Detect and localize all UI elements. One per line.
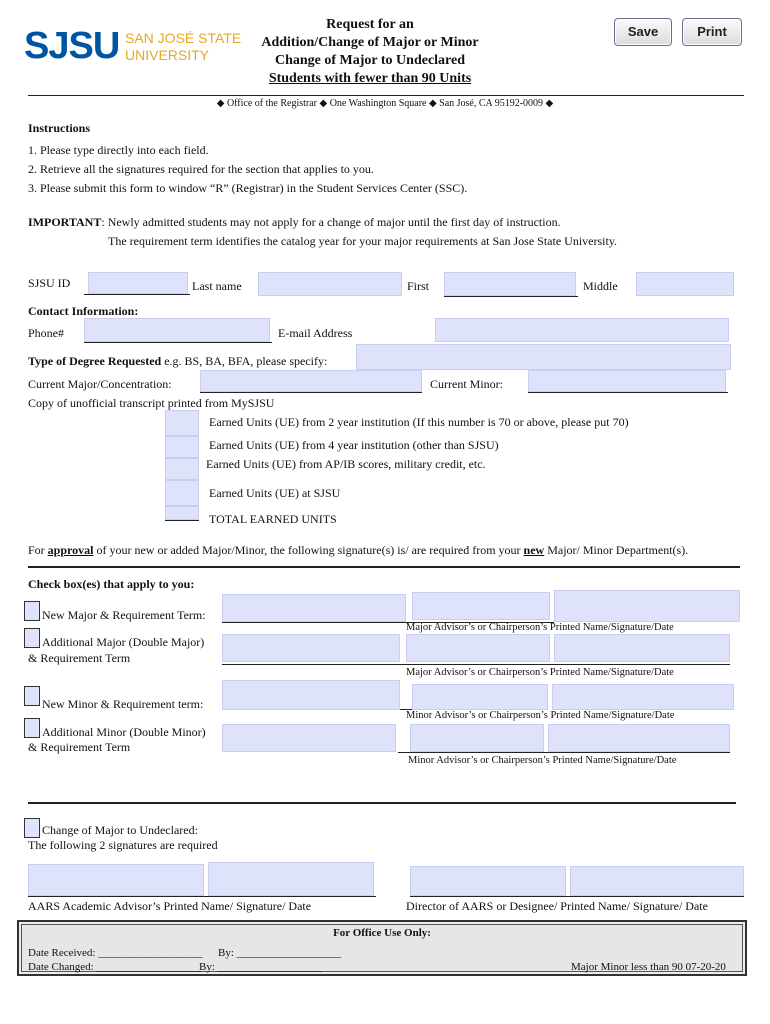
units-apib-label: Earned Units (UE) from AP/IB scores, military credit, etc. bbox=[206, 457, 486, 471]
new-major-checkbox[interactable] bbox=[24, 601, 40, 621]
print-button[interactable]: Print bbox=[682, 18, 742, 46]
first-name-underline bbox=[444, 296, 578, 297]
approval-note bbox=[28, 543, 688, 558]
add-major-label-2: & Requirement Term bbox=[28, 651, 131, 665]
new-major-label: New Major & Requirement Term: bbox=[42, 608, 206, 622]
section-rule-2 bbox=[28, 802, 736, 804]
undeclared-label: Change of Major to Undeclared: bbox=[42, 823, 198, 837]
new-minor-term-field[interactable] bbox=[222, 680, 400, 710]
aars-advisor-name[interactable] bbox=[28, 864, 204, 896]
degree-type-label bbox=[28, 354, 327, 369]
approval-new: new bbox=[523, 543, 545, 557]
registrar-address: ◆ Office of the Registrar ◆ One Washington Square ◆ San José, CA 95192-0009 ◆ bbox=[216, 98, 554, 109]
units-4yr-label: Earned Units (UE) from 4 year institution (other than SJSU) bbox=[209, 438, 499, 452]
last-name-label: Last name bbox=[192, 279, 242, 293]
contact-heading: Contact Information: bbox=[28, 304, 139, 318]
save-button[interactable]: Save bbox=[614, 18, 672, 46]
units-2yr-label: Earned Units (UE) from 2 year institution (If this number is 70 or above, please put 70) bbox=[209, 415, 629, 429]
middle-name-field[interactable] bbox=[636, 272, 734, 296]
date-received: Date Received: ___________________ bbox=[28, 947, 203, 959]
office-use-heading: For Office Use Only: bbox=[333, 927, 431, 939]
units-total-label: TOTAL EARNED UNITS bbox=[209, 512, 337, 526]
form-version: Major Minor less than 90 07-20-20 bbox=[571, 961, 726, 973]
aars-advisor-sig[interactable] bbox=[208, 862, 374, 896]
date-changed: Date Changed: ___________________ bbox=[28, 961, 201, 973]
phone-field[interactable] bbox=[84, 318, 270, 342]
important-notice bbox=[28, 215, 561, 230]
form-title-line4: Students with fewer than 90 Units bbox=[268, 71, 472, 86]
add-major-advisor-name[interactable] bbox=[406, 634, 550, 662]
approval-pre: For bbox=[28, 543, 48, 557]
units-apib-field[interactable] bbox=[165, 458, 199, 480]
aars-director-name[interactable] bbox=[410, 866, 566, 896]
add-major-checkbox[interactable] bbox=[24, 628, 40, 648]
units-total-underline bbox=[165, 520, 199, 521]
logo-mark: SJSU bbox=[24, 25, 120, 67]
new-minor-checkbox[interactable] bbox=[24, 686, 40, 706]
first-name-label: First bbox=[407, 279, 430, 293]
units-2yr-field[interactable] bbox=[165, 410, 199, 436]
received-by: By: ___________________ bbox=[218, 947, 342, 959]
current-major-field[interactable] bbox=[200, 370, 422, 392]
email-field[interactable] bbox=[435, 318, 729, 342]
logo-line2: UNIVERSITY bbox=[125, 47, 210, 63]
header-rule bbox=[28, 95, 744, 96]
new-minor-label: New Minor & Requirement term: bbox=[42, 697, 204, 711]
changed-by: By: ___________________ bbox=[199, 961, 323, 973]
new-major-term-field[interactable] bbox=[222, 594, 406, 622]
new-major-advisor-sig[interactable] bbox=[554, 590, 740, 622]
approval-mid: of your new or added Major/Minor, the following signature(s) is/ are required from your bbox=[93, 543, 524, 557]
director-underline bbox=[410, 896, 744, 897]
email-label: E-mail Address bbox=[278, 326, 353, 340]
add-major-sig-caption: Major Advisor’s or Chairperson’s Printed Name/Signature/Date bbox=[406, 667, 674, 678]
sjsu-logo bbox=[24, 25, 242, 70]
add-minor-underline bbox=[398, 752, 730, 753]
form-title-line3: Change of Major to Undeclared bbox=[274, 53, 466, 68]
sjsu-id-field[interactable] bbox=[88, 272, 188, 294]
sjsu-id-underline bbox=[84, 294, 190, 295]
important-line2: The requirement term identifies the catalog year for your major requirements at San Jose State University. bbox=[108, 234, 618, 248]
instruction-2: 2. Retrieve all the signatures required for the section that applies to you. bbox=[28, 162, 374, 176]
new-major-sig-caption: Major Advisor’s or Chairperson’s Printed Name/Signature/Date bbox=[406, 622, 674, 633]
form-title-line2: Addition/Change of Major or Minor bbox=[261, 35, 479, 50]
current-major-underline bbox=[200, 392, 422, 393]
section-rule-1 bbox=[28, 566, 740, 568]
instruction-1: 1. Please type directly into each field. bbox=[28, 143, 209, 157]
last-name-field[interactable] bbox=[258, 272, 402, 296]
units-sjsu-label: Earned Units (UE) at SJSU bbox=[209, 486, 341, 500]
degree-type-bold: Type of Degree Requested bbox=[28, 354, 162, 368]
add-minor-label-2: & Requirement Term bbox=[28, 740, 131, 754]
approval-post: Major/ Minor Department(s). bbox=[544, 543, 689, 557]
logo-line1: SAN JOSÉ STATE bbox=[125, 30, 242, 46]
important-text: : Newly admitted students may not apply for a change of major until the first day of instruction. bbox=[101, 215, 561, 229]
aars-underline bbox=[28, 896, 376, 897]
transcript-note: Copy of unofficial transcript printed from MySJSU bbox=[28, 396, 275, 410]
add-major-label-1: Additional Major (Double Major) bbox=[42, 635, 205, 649]
add-minor-sig-caption: Minor Advisor’s or Chairperson’s Printed Name/Signature/Date bbox=[408, 755, 677, 766]
current-minor-label: Current Minor: bbox=[430, 377, 503, 391]
add-minor-term-field[interactable] bbox=[222, 724, 396, 752]
form-title-line1: Request for an bbox=[326, 17, 414, 32]
current-minor-underline bbox=[528, 392, 728, 393]
office-use-box bbox=[17, 920, 747, 976]
add-minor-label-1: Additional Minor (Double Minor) bbox=[42, 725, 206, 739]
add-major-underline bbox=[222, 664, 730, 665]
phone-underline bbox=[84, 342, 272, 343]
units-total-field[interactable] bbox=[165, 506, 199, 520]
current-major-label: Current Major/Concentration: bbox=[28, 377, 172, 391]
degree-type-field[interactable] bbox=[356, 344, 731, 370]
approval-bold: approval bbox=[47, 543, 94, 557]
undeclared-sub: The following 2 signatures are required bbox=[28, 838, 218, 852]
add-minor-advisor-name[interactable] bbox=[410, 724, 544, 752]
first-name-field[interactable] bbox=[444, 272, 576, 296]
aars-director-sig[interactable] bbox=[570, 866, 744, 896]
add-minor-checkbox[interactable] bbox=[24, 718, 40, 738]
middle-name-label: Middle bbox=[583, 279, 618, 293]
add-major-advisor-sig[interactable] bbox=[554, 634, 730, 662]
sjsu-id-label: SJSU ID bbox=[28, 276, 71, 290]
new-minor-sig-caption: Minor Advisor’s or Chairperson’s Printed Name/Signature/Date bbox=[406, 710, 675, 721]
add-major-term-field[interactable] bbox=[222, 634, 400, 662]
important-label: IMPORTANT bbox=[28, 215, 102, 229]
director-caption: Director of AARS or Designee/ Printed Name/ Signature/ Date bbox=[406, 899, 708, 913]
new-major-advisor-name[interactable] bbox=[412, 592, 550, 620]
units-sjsu-field[interactable] bbox=[165, 480, 199, 506]
instruction-3: 3. Please submit this form to window “R” (Registrar) in the Student Services Center (SSC). bbox=[28, 181, 468, 195]
degree-type-rest: e.g. BS, BA, BFA, please specify: bbox=[161, 354, 328, 368]
new-minor-advisor-sig[interactable] bbox=[552, 684, 734, 710]
undeclared-checkbox[interactable] bbox=[24, 818, 40, 838]
add-minor-advisor-sig[interactable] bbox=[548, 724, 730, 752]
current-minor-field[interactable] bbox=[528, 370, 726, 392]
new-minor-advisor-name[interactable] bbox=[412, 684, 548, 710]
phone-label: Phone# bbox=[28, 326, 64, 340]
aars-caption: AARS Academic Advisor’s Printed Name/ Signature/ Date bbox=[28, 899, 312, 913]
units-4yr-field[interactable] bbox=[165, 436, 199, 458]
instructions-heading: Instructions bbox=[28, 121, 91, 135]
check-heading: Check box(es) that apply to you: bbox=[28, 577, 195, 591]
